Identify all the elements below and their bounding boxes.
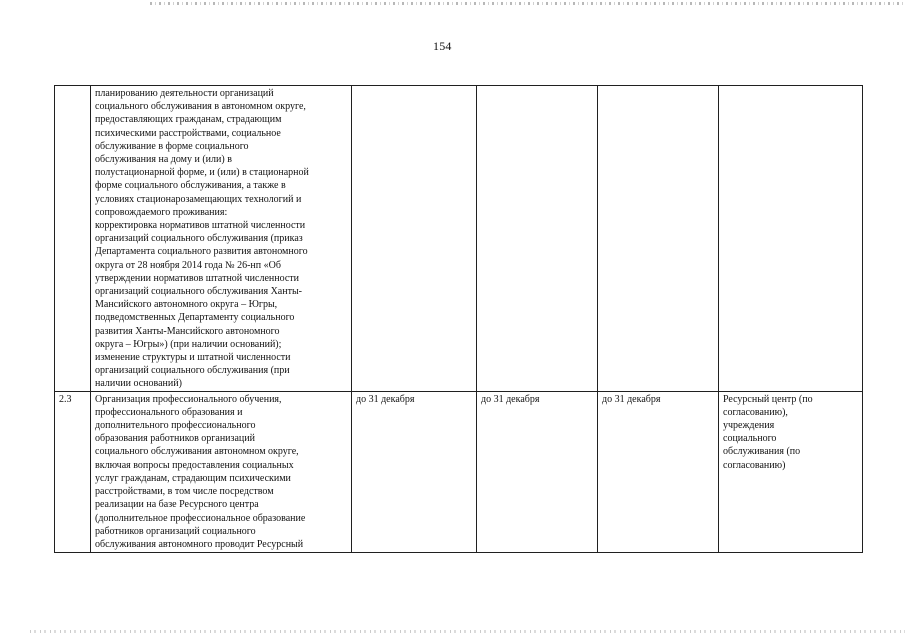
- event-line: социального обслуживания автономном округе,: [95, 446, 299, 458]
- event-line: Организация профессионального обучения,: [95, 393, 282, 405]
- responsible-line: учреждения: [723, 420, 775, 432]
- event-line: сопровождаемого проживания:: [95, 206, 228, 218]
- event-line: наличии оснований): [95, 378, 182, 390]
- item-number-cell: [55, 86, 91, 392]
- deadline-year1: до 31 декабря: [356, 393, 415, 405]
- event-line: социального обслуживания в автономном округе,: [95, 101, 306, 113]
- responsible-cell: [719, 391, 863, 552]
- responsible-line: согласованию),: [723, 406, 788, 418]
- event-line: включая вопросы предоставления социальных: [95, 459, 294, 471]
- event-cell: [91, 86, 352, 392]
- event-description: [95, 87, 347, 391]
- plan-table: [54, 85, 863, 553]
- deadline-cell-year1: [352, 86, 477, 392]
- event-line: (дополнительное профессиональное образование: [95, 512, 306, 524]
- deadline-cell-year2: [477, 86, 598, 392]
- event-line: обслуживание в форме социального: [95, 140, 249, 152]
- event-line: округа – Югры») (при наличии оснований);: [95, 338, 282, 350]
- event-line: предоставляющих гражданам, страдающим: [95, 114, 282, 126]
- table-row: [55, 86, 863, 392]
- event-line: организаций социального обслуживания (при: [95, 365, 290, 377]
- responsible-cell: [719, 86, 863, 392]
- deadline-year2: до 31 декабря: [481, 393, 540, 405]
- event-line: Мансийского автономного округа – Югры,: [95, 299, 278, 311]
- event-line: организаций социального обслуживания (приказ: [95, 233, 303, 245]
- event-line: обслуживания автономного проводит Ресурсный: [95, 538, 304, 550]
- event-line: дополнительного профессионального: [95, 420, 256, 432]
- page-number: 154: [433, 39, 452, 53]
- deadline-cell-year2: [477, 391, 598, 552]
- event-line: утверждении нормативов штатной численности: [95, 272, 300, 284]
- event-description: [95, 393, 347, 551]
- event-line: условиях стационарозамещающих технологий и: [95, 193, 302, 205]
- scan-artifact-top: [150, 2, 905, 5]
- event-line: подведомственных Департаменту социального: [95, 312, 295, 324]
- event-line: форме социального обслуживания, а также в: [95, 180, 286, 192]
- event-line: Департамента социального развития автономного: [95, 246, 308, 258]
- table-row: [55, 391, 863, 552]
- event-line: реализации на базе Ресурсного центра: [95, 499, 259, 511]
- event-line: полустационарной форме, и (или) в стационарной: [95, 167, 309, 179]
- event-line: планированию деятельности организаций: [95, 88, 274, 99]
- event-cell: [91, 391, 352, 552]
- event-line: расстройствами, в том числе посредством: [95, 486, 274, 498]
- event-line: образования работников организаций: [95, 433, 255, 445]
- event-line: корректировка нормативов штатной численности: [95, 220, 306, 232]
- event-line: работников организаций социального: [95, 525, 256, 537]
- responsible-executors: [723, 393, 858, 472]
- deadline-cell-year3: [598, 86, 719, 392]
- event-line: развития Ханты-Мансийского автономного: [95, 325, 280, 337]
- responsible-line: обслуживания (по: [723, 446, 801, 458]
- item-number: 2.3: [59, 393, 72, 405]
- event-line: услуг гражданам, страдающим психическими: [95, 472, 291, 484]
- event-line: профессионального образования и: [95, 406, 243, 418]
- responsible-line: социального: [723, 433, 777, 445]
- scan-artifact-bottom: [30, 630, 905, 633]
- deadline-year3: до 31 декабря: [602, 393, 661, 405]
- item-number-cell: [55, 391, 91, 552]
- responsible-line: Ресурсный центр (по: [723, 393, 813, 405]
- event-line: обслуживания на дому и (или) в: [95, 154, 232, 166]
- deadline-cell-year3: [598, 391, 719, 552]
- event-line: округа от 28 ноября 2014 года № 26-нп «Об: [95, 259, 281, 271]
- responsible-line: согласованию): [723, 459, 786, 471]
- deadline-cell-year1: [352, 391, 477, 552]
- event-line: организаций социального обслуживания Ханты-: [95, 286, 303, 298]
- event-line: психическими расстройствами, социальное: [95, 127, 281, 139]
- event-line: изменение структуры и штатной численности: [95, 352, 291, 364]
